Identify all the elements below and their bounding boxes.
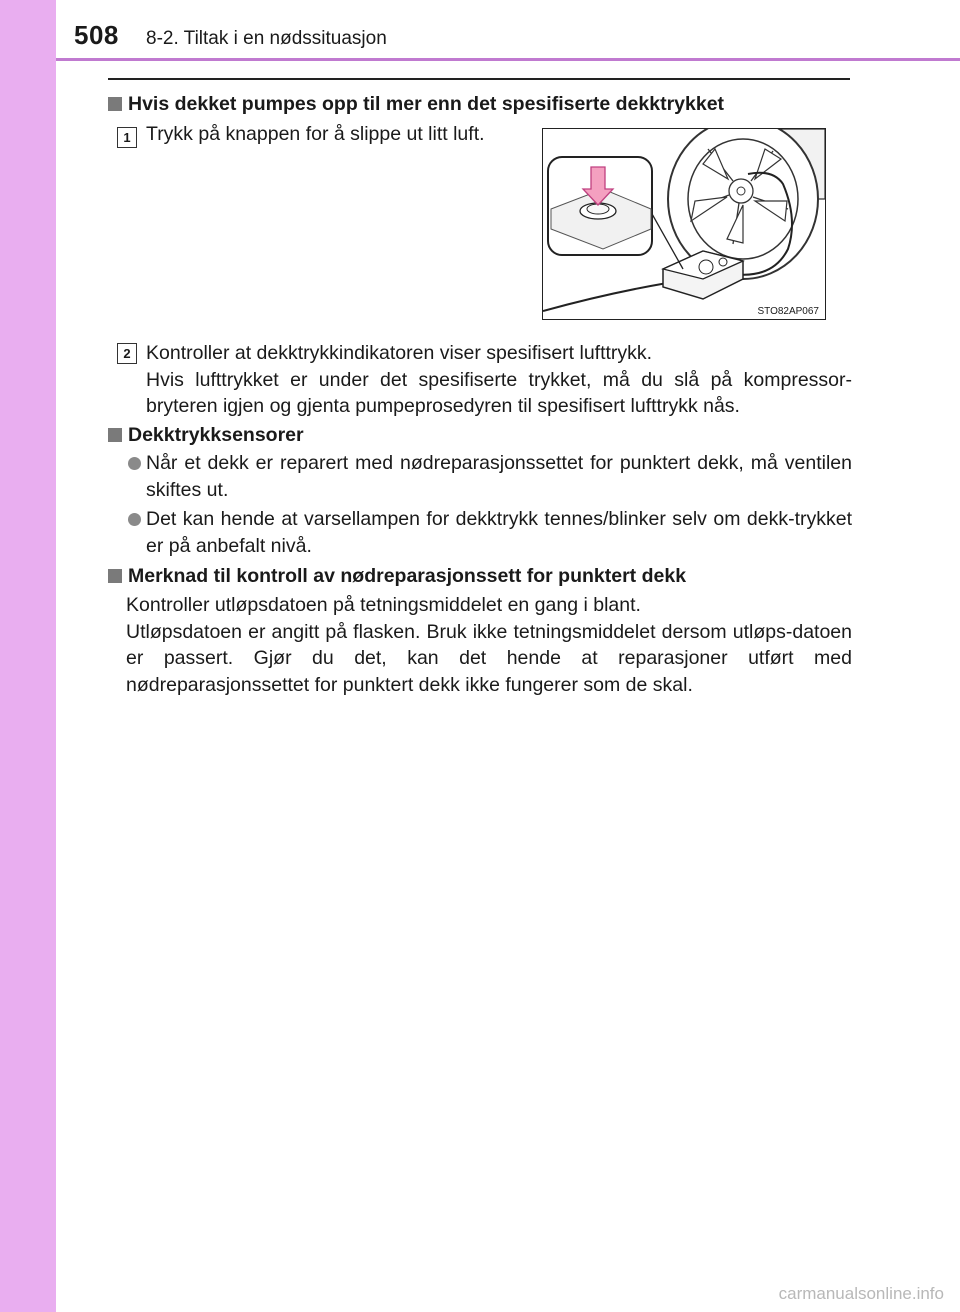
- step-2-text: [146, 340, 852, 420]
- step-2-line-2: Hvis lufttrykket er under det spesifiserte trykket, må du slå på kompressor-bryteren igjen og gjenta pumpeprosedyren til spesifisert lufttrykk nås.: [146, 368, 852, 417]
- content-divider: [108, 78, 850, 80]
- bullet-text: Når et dekk er reparert med nødreparasjonssettet for punktert dekk, må ventilen skiftes ut.: [146, 452, 852, 501]
- watermark: carmanualsonline.info: [778, 1284, 944, 1303]
- repair-kit-paragraph: [126, 592, 852, 698]
- section-title: 8-2. Tiltak i en nødssituasjon: [146, 28, 387, 49]
- heading-text: Merknad til kontroll av nødreparasjonssett for punktert dekk: [128, 565, 687, 587]
- step-1-text: Trykk på knappen for å slippe ut litt luft.: [146, 123, 485, 145]
- section-heading-repair-kit: [108, 563, 848, 590]
- repair-kit-para-2: Utløpsdatoen er angitt på flasken. Bruk ikke tetningsmiddelet dersom utløps-datoen er passert. Gjør du det, kan det hende at reparasjoner utført med nødreparasjonssettet for punktert dekk ikke fungerer som de skal.: [126, 620, 852, 696]
- illustration-code: STO82AP067: [757, 306, 819, 317]
- heading-text: Hvis dekket pumpes opp til mer enn det spesifiserte dekktrykket: [128, 93, 725, 115]
- tpms-bullet-2: [128, 506, 852, 559]
- heading-text: Dekktrykksensorer: [128, 424, 304, 446]
- tpms-bullet-1: [128, 450, 852, 503]
- square-bullet-icon: [108, 97, 122, 111]
- repair-kit-para-1: Kontroller utløpsdatoen på tetningsmiddelet en gang i blant.: [126, 594, 641, 616]
- square-bullet-icon: [108, 569, 122, 583]
- tire-pump-illustration: [542, 128, 826, 320]
- page-number: 508: [74, 20, 119, 50]
- round-bullet-icon: [128, 513, 141, 526]
- step-2-line-1: Kontroller at dekktrykkindikatoren viser spesifisert lufttrykk.: [146, 342, 653, 364]
- section-heading-tpms: [108, 422, 808, 449]
- chapter-sidebar-tab: [0, 0, 56, 1312]
- bullet-text: Det kan hende at varsellampen for dekktrykk tennes/blinker selv om dekk-trykket er på anbefalt nivå.: [146, 508, 852, 557]
- step-number-1: 1: [117, 127, 137, 148]
- tire-compressor-drawing: [543, 129, 825, 319]
- section-heading-overinflation: [108, 91, 868, 118]
- header-divider: [56, 58, 960, 61]
- square-bullet-icon: [108, 428, 122, 442]
- round-bullet-icon: [128, 457, 141, 470]
- step-number-2: 2: [117, 343, 137, 364]
